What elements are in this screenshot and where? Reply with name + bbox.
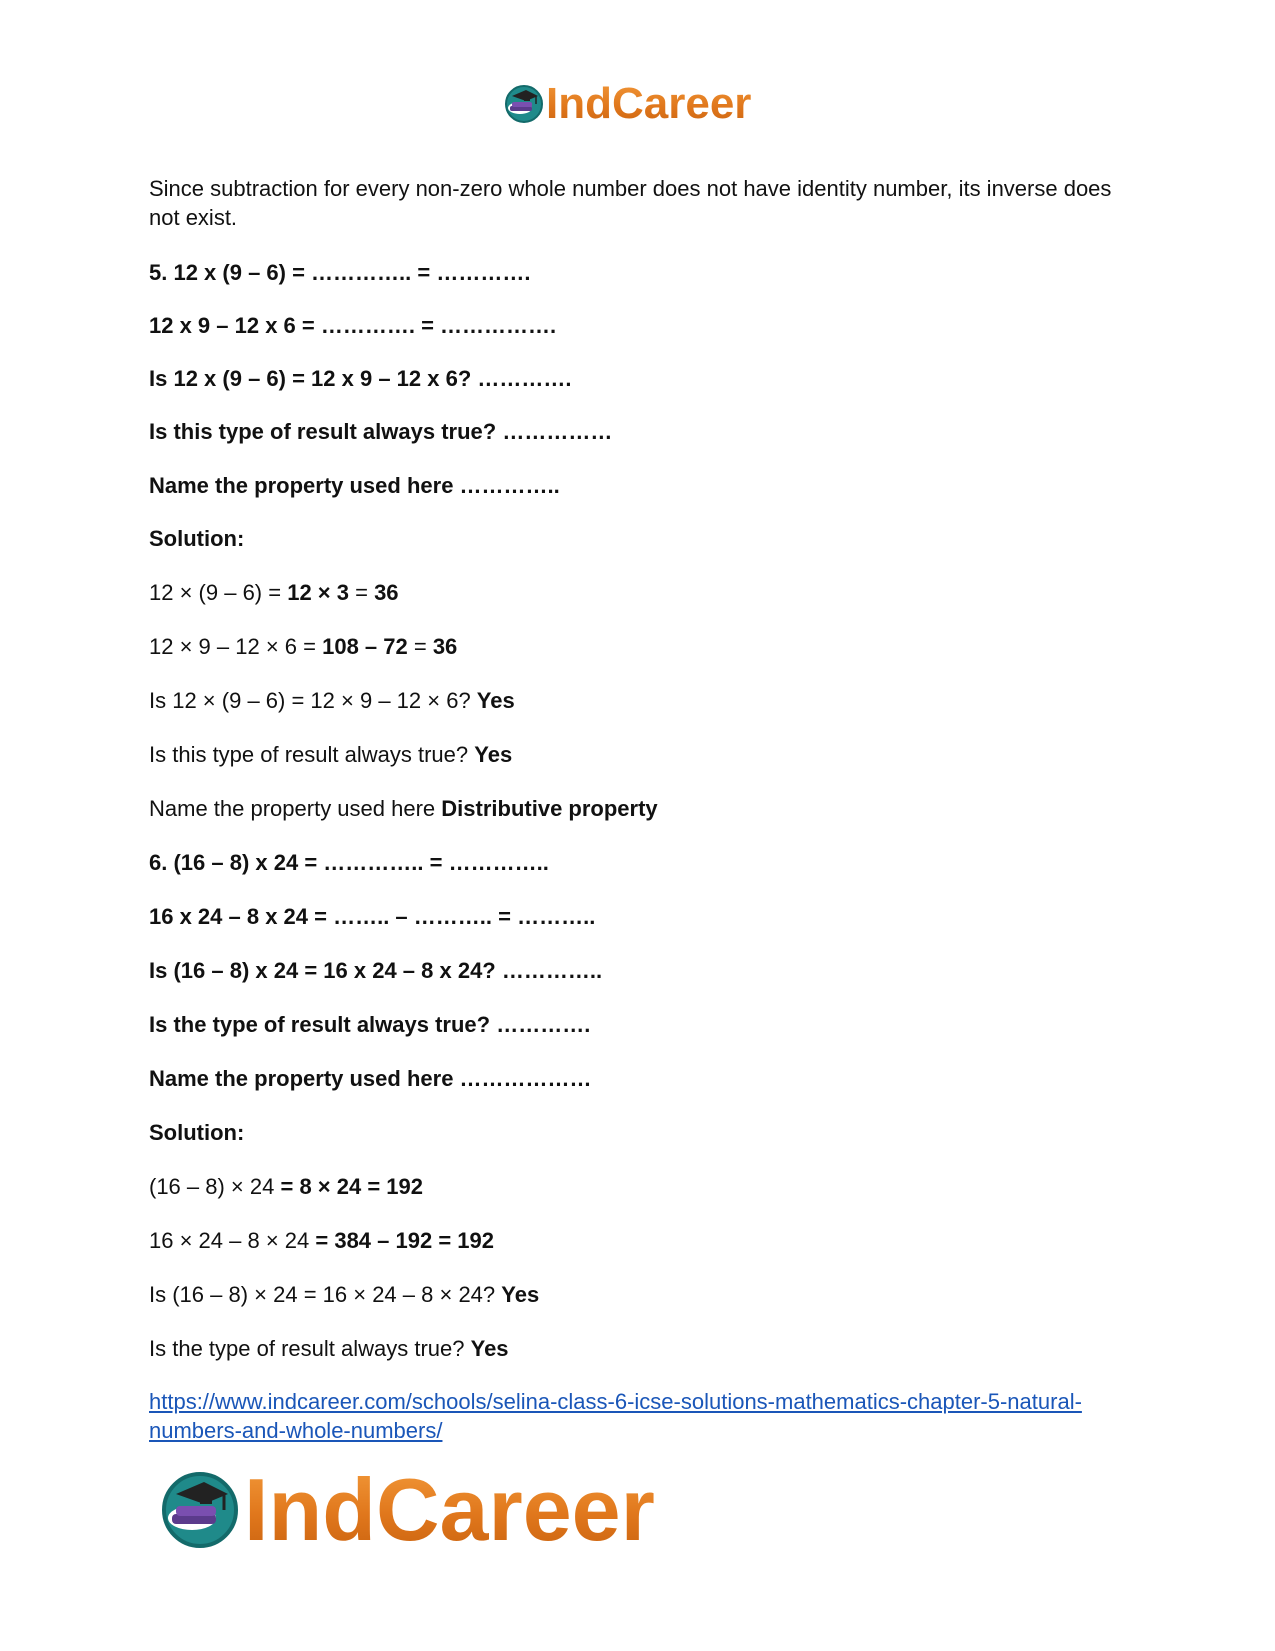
q6-line-3: Is (16 – 8) x 24 = 16 x 24 – 8 x 24? ………….. [149, 958, 603, 983]
s5a5-bold: Distributive property [441, 796, 658, 821]
intro-text: Since subtraction for every non-zero whole number does not have identity number, its inverse does not exist. [149, 176, 1112, 230]
q5-line-2: 12 x 9 – 12 x 6 = …………. = ……………. [149, 313, 557, 338]
s6a3-bold: Yes [501, 1282, 540, 1307]
s5a2-bold-2: 36 [432, 634, 458, 659]
s6a1-bold: = 8 × 24 = 192 [280, 1174, 424, 1199]
graduation-cap-books-icon [504, 84, 544, 124]
s6a4-text: Is the type of result always true? [149, 1336, 471, 1361]
q6-line-4: Is the type of result always true? …………. [149, 1012, 591, 1037]
q5-line-1: 5. 12 x (9 – 6) = ………….. = …………. [149, 260, 531, 285]
q5-line-5: Name the property used here ………….. [149, 473, 560, 498]
q5-line-4: Is this type of result always true? …………… [149, 419, 613, 444]
solution-6-answer-3 [149, 1280, 539, 1309]
s5a3-text: Is 12 × (9 – 6) = 12 × 9 – 12 × 6? [149, 688, 477, 713]
q5-line-3: Is 12 x (9 – 6) = 12 x 9 – 12 x 6? …………. [149, 366, 572, 391]
graduation-cap-books-icon [160, 1470, 240, 1550]
s6a2-text: 16 × 24 – 8 × 24 [149, 1228, 316, 1253]
solution-5-heading: Solution: [149, 526, 245, 551]
logo-wordmark: IndCareer [546, 79, 752, 128]
solution-6-heading: Solution: [149, 1120, 245, 1145]
q6-line-5: Name the property used here ……………… [149, 1066, 592, 1091]
solution-6-answer-1 [149, 1172, 423, 1201]
footer-logo [160, 1462, 655, 1558]
solution-5-answer-1 [149, 578, 399, 607]
solution-6-answer-2 [149, 1226, 494, 1255]
s5a1-text: 12 × (9 – 6) = [149, 580, 288, 605]
s5a2-bold-1: 108 – 72 [322, 634, 408, 659]
s5a2-text: 12 × 9 – 12 × 6 = [149, 634, 323, 659]
solution-5-answer-2 [149, 632, 457, 661]
solution-6-answer-4 [149, 1334, 509, 1363]
s6a1-text: (16 – 8) × 24 [149, 1174, 281, 1199]
q6-line-2: 16 x 24 – 8 x 24 = …….. – ……….. = ……….. [149, 904, 596, 929]
solution-5-answer-4 [149, 740, 512, 769]
s5a1-bold-2: 36 [374, 580, 399, 605]
s5a1-bold-1: 12 × 3 [287, 580, 349, 605]
solution-5-answer-3 [149, 686, 515, 715]
s5a1-mid: = [348, 580, 375, 605]
s5a2-mid: = [407, 634, 433, 659]
logo-wordmark: IndCareer [244, 1460, 655, 1559]
s6a2-bold: = 384 – 192 = 192 [315, 1228, 494, 1253]
solution-5-answer-5 [149, 794, 658, 823]
s5a3-bold: Yes [476, 688, 515, 713]
s5a4-bold: Yes [474, 742, 513, 767]
s5a5-text: Name the property used here [149, 796, 442, 821]
intro-paragraph [149, 174, 1129, 232]
q6-line-1: 6. (16 – 8) x 24 = ………….. = ………….. [149, 850, 549, 875]
s6a3-text: Is (16 – 8) × 24 = 16 × 24 – 8 × 24? [149, 1282, 502, 1307]
s6a4-bold: Yes [470, 1336, 509, 1361]
source-link[interactable]: https://www.indcareer.com/schools/selina-class-6-icse-solutions-mathematics-chapter-5-natural-numbers-and-whole-numbers/ [149, 1389, 1082, 1443]
s5a4-text: Is this type of result always true? [149, 742, 475, 767]
header-logo [504, 78, 751, 130]
